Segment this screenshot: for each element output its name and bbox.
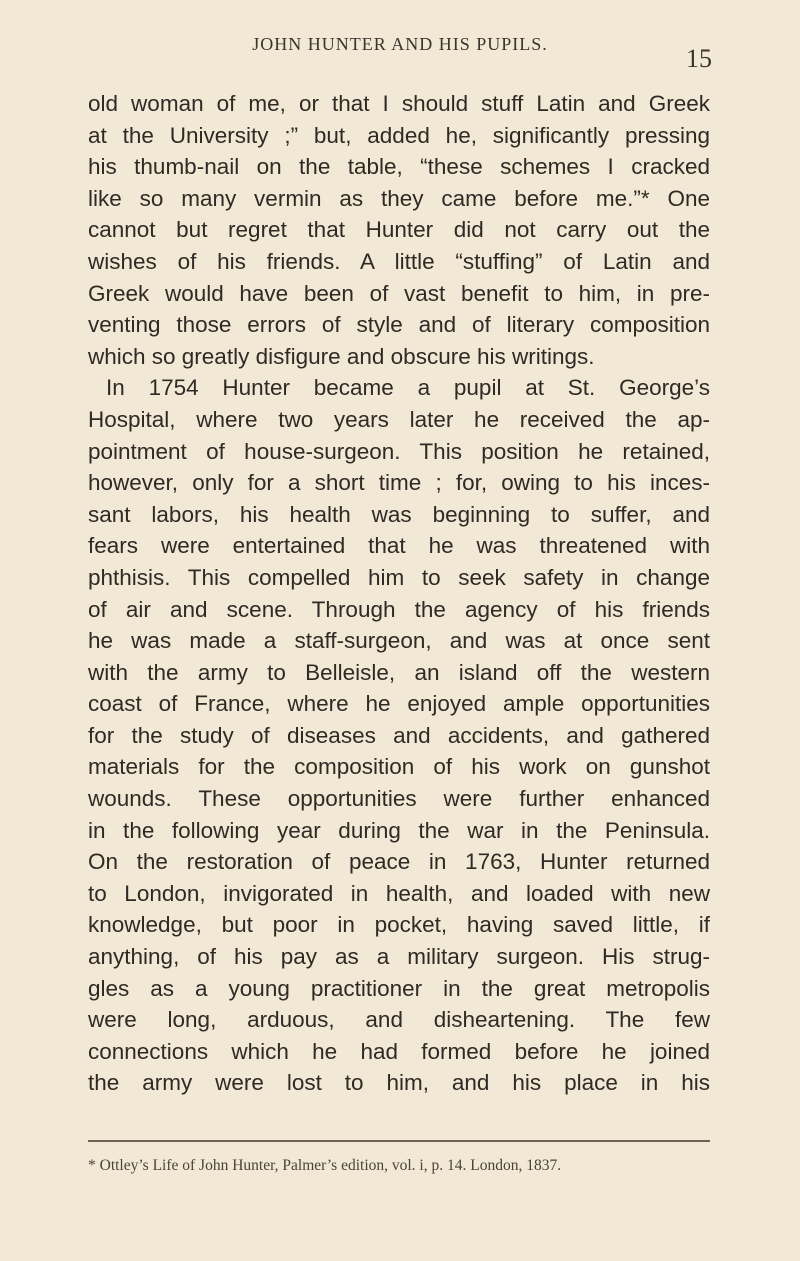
text-line: with the army to Belleisle, an island off the western — [88, 659, 710, 685]
text-line: coast of France, where he enjoyed ample opportunities — [88, 691, 710, 717]
text-line: his thumb-nail on the table, “these schemes I cracked — [88, 154, 710, 180]
text-line: materials for the composition of his work on gunshot — [88, 754, 710, 780]
text-line: however, only for a short time ; for, owing to his inces- — [88, 470, 710, 496]
text-line: gles as a young practitioner in the great metropolis — [88, 975, 710, 1001]
text-line: Greek would have been of vast benefit to him, in pre- — [88, 280, 710, 306]
text-line: old woman of me, or that I should stuff Latin and Greek — [88, 91, 710, 116]
text-line: Hospital, where two years later he received the ap- — [88, 406, 710, 432]
text-line: knowledge, but poor in pocket, having saved little, if — [88, 912, 710, 938]
text-line: were long, arduous, and disheartening. The few — [88, 1007, 710, 1033]
body-text — [88, 88, 710, 1099]
text-line: wishes of his friends. A little “stuffing” of Latin and — [88, 248, 710, 274]
text-line: pointment of house-surgeon. This position he retained, — [88, 438, 710, 464]
text-line: On the restoration of peace in 1763, Hunter returned — [88, 849, 710, 875]
text-line: in the following year during the war in the Peninsula. — [88, 817, 710, 843]
text-line: phthisis. This compelled him to seek safety in change — [88, 564, 710, 590]
text-line: wounds. These opportunities were further enhanced — [88, 786, 710, 812]
page-number: 15 — [686, 44, 712, 73]
text-line: at the University ;” but, added he, significantly pressing — [88, 122, 710, 148]
text-line: like so many vermin as they came before me.”* One — [88, 185, 710, 211]
text-line: which so greatly disfigure and obscure his writings. — [88, 343, 595, 369]
text-line: of air and scene. Through the agency of his friends — [88, 596, 710, 622]
text-line: connections which he had formed before he joined — [88, 1038, 710, 1064]
paragraph-first-line: In 1754 Hunter became a pupil at St. George’s — [106, 375, 710, 401]
text-line: fears were entertained that he was threatened with — [88, 533, 710, 559]
text-line: for the study of diseases and accidents, and gathered — [88, 722, 710, 748]
text-line: sant labors, his health was beginning to suffer, and — [88, 501, 710, 527]
text-line: cannot but regret that Hunter did not carry out the — [88, 217, 710, 243]
text-line: to London, invigorated in health, and loaded with new — [88, 880, 710, 906]
footnote: * Ottley’s Life of John Hunter, Palmer’s edition, vol. i, p. 14. London, 1837. — [88, 1157, 562, 1174]
running-title: JOHN HUNTER AND HIS PUPILS. — [252, 34, 548, 54]
text-line: the army were lost to him, and his place in his — [88, 1070, 710, 1096]
text-line: anything, of his pay as a military surgeon. His strug- — [88, 944, 710, 970]
text-line: he was made a staff-surgeon, and was at once sent — [88, 628, 710, 654]
text-line: venting those errors of style and of literary composition — [88, 312, 710, 338]
footnote-rule — [88, 1140, 710, 1142]
